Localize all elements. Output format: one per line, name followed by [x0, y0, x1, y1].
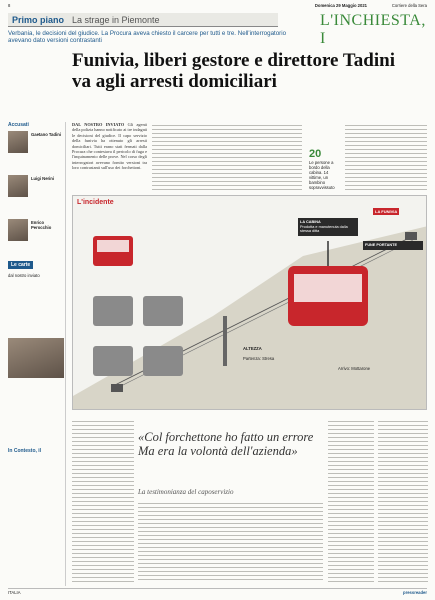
lower-column-4 — [328, 418, 374, 583]
altitude-label: ALTEZZA — [243, 346, 262, 351]
infographic-title: L'incidente — [77, 199, 114, 206]
incident-infographic — [72, 195, 427, 410]
headline: Funivia, liberi gestore e direttore Tadini va agli arresti domiciliari — [72, 50, 395, 92]
page-number: 8 — [8, 3, 11, 8]
bottom-label: In Contesto, il — [8, 448, 42, 454]
inchiesta-tag: L'INCHIESTA, I — [320, 12, 426, 47]
byline: DAL NOSTRO INVIATO — [72, 122, 125, 127]
section-header — [8, 13, 278, 27]
label-cabina: LA CABINA — [300, 220, 321, 224]
side-box-text: Le persone a bordo della cabina. 14 vittime, un bambino sopravvissuto — [309, 160, 335, 190]
card-label: Le carte — [8, 261, 33, 269]
photo-perocchio — [8, 219, 28, 241]
footer — [8, 588, 427, 596]
paper-name: Corriere della Sera — [391, 3, 427, 8]
partenza-label: Partenza: Stresa — [243, 356, 275, 361]
upper-mid-column — [152, 122, 302, 192]
below-quote-columns — [138, 500, 323, 583]
section-topic: La strage in Piemonte — [72, 15, 160, 25]
label-cabina-box — [298, 218, 358, 236]
photo-nerini — [8, 175, 28, 197]
pull-quote-sub: La testimonianza del caposervizio — [138, 488, 234, 496]
photo-tadini — [8, 131, 28, 153]
label-funivia: LA FUNIVIA — [375, 209, 398, 214]
intro-text: Gli agenti della polizia hanno notificato ai tre indagati le decisioni del giudice. Il capo servizio della funivia ha ottenuto gli arresti domiciliari. Tutti erano stati fermati dalla Procura che contestava il pericolo di fuga e l'inquinamento delle prove. Nel corso degli interrogatori avevano fornito versioni tra loro contrastanti sull'uso dei forchettoni. — [72, 122, 147, 171]
pull-quote: «Col forchettone ho fatto un errore Ma era la volontà dell'azienda» — [138, 430, 314, 458]
upper-right-column — [345, 122, 427, 192]
footer-left: ITALIA — [8, 590, 21, 595]
side-box — [309, 148, 339, 190]
person2-name: Luigi Nerini — [31, 176, 55, 181]
card-text: dal nostro inviato — [8, 273, 40, 278]
side-box-number: 20 — [309, 148, 322, 160]
arrivo-label: Arrivo: Mottarone — [338, 366, 371, 371]
page-header — [8, 3, 427, 11]
section-kicker: Primo piano — [12, 15, 65, 25]
intro-column-1 — [72, 122, 147, 194]
label-fune: FUNE PORTANTE — [365, 243, 397, 247]
footer-right: pressreader — [403, 590, 427, 595]
person3-name: Enrico Perocchio — [31, 220, 52, 230]
left-column — [8, 122, 66, 586]
accused-label: Accusati — [8, 122, 29, 128]
deck-text: Verbania, le decisioni del giudice. La Procura aveva chiesto il carcere per tutti e tre. Nell'interrogatorio avevano dato versioni contrastanti — [8, 30, 287, 45]
funivia-diagram — [73, 196, 427, 410]
photo-bottom — [8, 338, 64, 378]
person1-name: Gaetano Tadini — [31, 132, 61, 137]
page-date: Domenica 29 Maggio 2021 — [314, 3, 367, 8]
label-cabina-text: Prodotta e manutenuta dalla stessa ditta — [300, 224, 348, 234]
lower-column-5 — [378, 418, 428, 583]
label-fune-box — [363, 241, 423, 250]
lower-column-1 — [72, 418, 134, 583]
